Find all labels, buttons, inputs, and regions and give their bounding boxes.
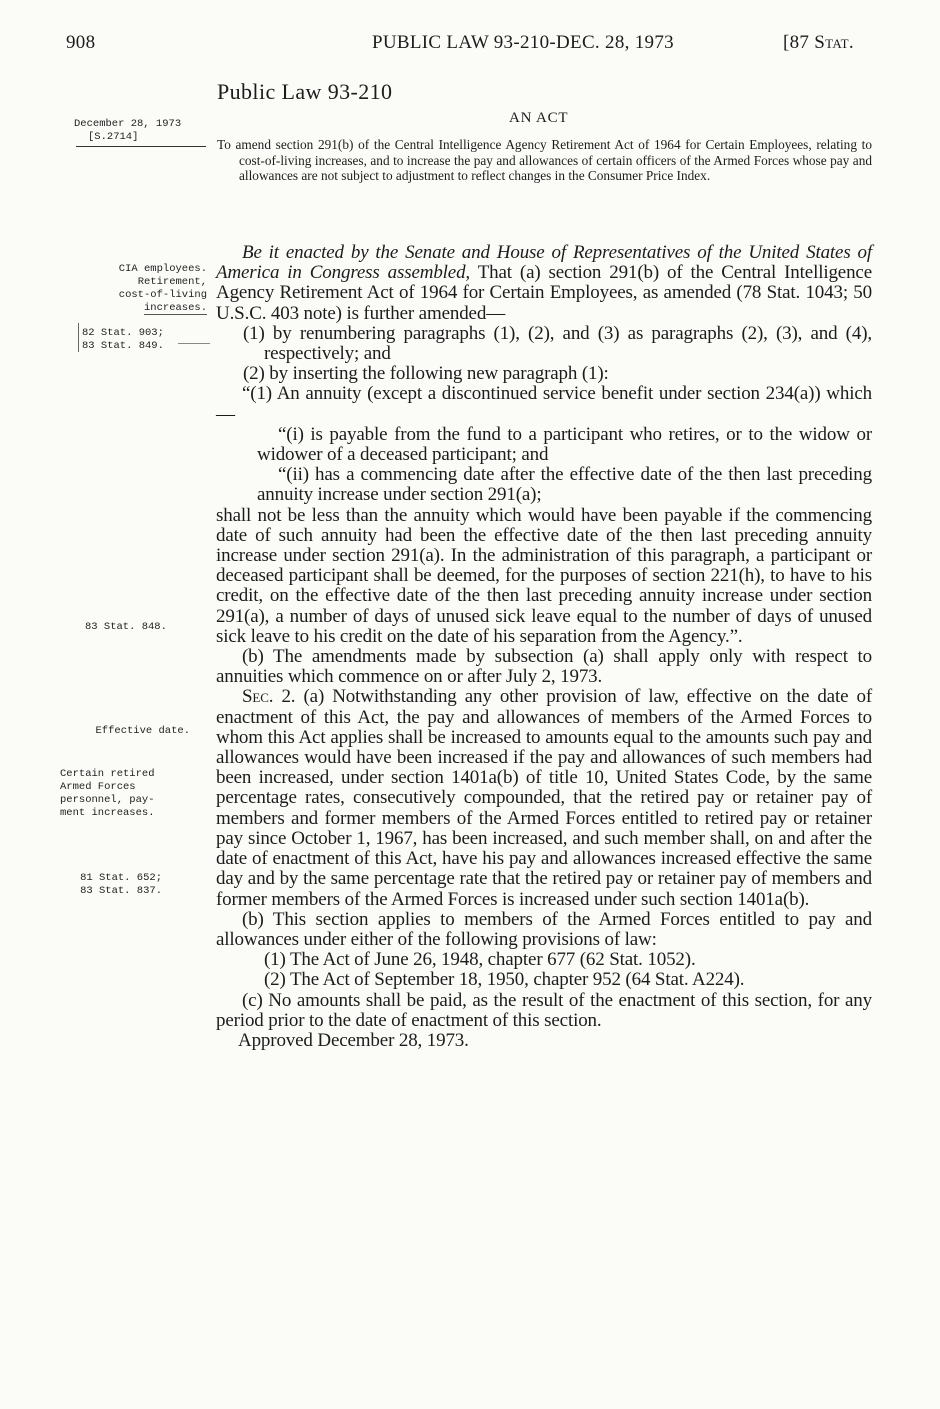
margin-note-stat-2: 83 Stat. 848. xyxy=(85,621,167,633)
volume-reference xyxy=(783,32,854,54)
running-head: PUBLIC LAW 93-210-DEC. 28, 1973 xyxy=(372,32,674,53)
section-2b-item-2: (2) The Act of September 18, 1950, chapter 952 (64 Stat. A224). xyxy=(264,969,745,991)
section-2b: (b) This section applies to members of the Armed Forces entitled to pay and allowances under either of the following provisions of law: xyxy=(216,908,872,950)
section-1a-text: That (a) section 291(b) of the Central Intelligence Agency Retirement Act of 1964 for Certain Employees, as amended (78 Stat. 1043; 50 U.S.C. 403 note) is further amended— xyxy=(216,262,872,324)
quoted-paragraph-1: “(1) An annuity (except a discontinued service benefit under section 234(a)) which— xyxy=(216,383,872,425)
amendment-item-1: (1) by renumbering paragraphs (1), (2), and (3) as paragraphs (2), (3), and (4), respectively; and xyxy=(243,322,872,365)
margin-bill-number: [S.2714] xyxy=(88,131,139,143)
margin-note-stat-3 xyxy=(60,872,162,898)
act-body xyxy=(216,243,872,1051)
act-heading: AN ACT xyxy=(509,110,569,126)
quoted-clause-ii: “(ii) has a commencing date after the effective date of the then last preceding annuity increase under section 291(a); xyxy=(257,464,872,506)
law-title: Public Law 93-210 xyxy=(217,79,393,104)
margin-stat-rule xyxy=(178,343,210,344)
margin-stat1-line2: 83 Stat. 849. xyxy=(82,340,164,352)
margin-cia-line2: Retirement, xyxy=(137,276,207,288)
amendment-item-2: (2) by inserting the following new paragraph (1): xyxy=(243,363,609,385)
page-number: 908 xyxy=(66,32,96,53)
enacting-paragraph xyxy=(216,243,872,324)
margin-stat3-line2: 83 Stat. 837. xyxy=(80,885,162,897)
section-2c: (c) No amounts shall be paid, as the result of the enactment of this section, for any period prior to the date of enactment of this section. xyxy=(216,989,872,1031)
margin-note-armed-forces xyxy=(60,768,192,820)
margin-armed-line1: Certain retired xyxy=(60,768,155,780)
margin-armed-line2: Armed Forces xyxy=(60,781,136,793)
section-2-label: Sec. xyxy=(242,686,274,708)
section-2b-item-1: (1) The Act of June 26, 1948, chapter 677 (62 Stat. 1052). xyxy=(264,949,696,971)
margin-note-stat-1 xyxy=(82,327,164,353)
margin-armed-line3: personnel, pay- xyxy=(60,794,155,806)
margin-stat1-line1: 82 Stat. 903; xyxy=(82,327,164,339)
quoted-continuation: shall not be less than the annuity which would have been payable if the commencing date of such annuity had been the effective date of the then last preceding annuity increase under section 291(a). In the administration of this paragraph, a participant or deceased participant shall be deemed, for the purposes of section 221(h), to have to his credit, on the effective date of the then last preceding annuity increase under section 291(a), a number of days of unused sick leave equal to the number of days of unused sick leave to his credit on the date of his separation from the Agency.”. xyxy=(216,504,872,647)
margin-note-effective-date: Effective date. xyxy=(95,725,190,737)
volume-reference-prefix: [87 xyxy=(783,32,815,53)
enacting-clause: Be it enacted by the Senate and House of Representatives of the United States of America in Congress assembled, xyxy=(216,242,872,284)
volume-reference-stat: Stat. xyxy=(814,32,854,53)
section-1b: (b) The amendments made by subsection (a) shall apply only with respect to annuities which commence on or after July 2, 1973. xyxy=(216,646,872,688)
act-purpose: To amend section 291(b) of the Central Intelligence Agency Retirement Act of 1964 for Certain Employees, relating to cost-of-living increases, and to increase the pay and allowances of certain officers of the Armed Forces whose pay and allowances are not subject to adjustment to reflect changes in the Consumer Price Index. xyxy=(217,137,872,184)
margin-stat3-line1: 81 Stat. 652; xyxy=(80,872,162,884)
section-2a xyxy=(216,687,872,909)
quoted-clause-i: “(i) is payable from the fund to a participant who retires, or to the widow or widower of a deceased participant; and xyxy=(257,423,872,466)
margin-date-rule xyxy=(76,146,206,147)
section-2a-text: 2. (a) Notwithstanding any other provision of law, effective on the date of enactment of this Act, the pay and allowances of members of the Armed Forces to whom this Act applies shall be increased to amounts equal to the amounts such pay and allowances would have been increased if the pay and allowances of such members had been increased, under section 1401a(b) of title 10, United States Code, by the same percentage rates, consecutively compounded, that the retired pay or retainer pay of members and former members of the Armed Forces entitled to retired pay or retainer pay since October 1, 1967, has been increased, and such member shall, on and after the date of enactment of this Act, have his pay and allowances increased effective the same day and by the same percentage rate that the retired pay or retainer pay of members and former members of the Armed Forces is increased under such section 1401a(b). xyxy=(216,686,872,910)
approval-date: Approved December 28, 1973. xyxy=(238,1029,469,1051)
margin-cia-line1: CIA employees. xyxy=(118,263,207,275)
margin-stat-bracket xyxy=(78,323,79,352)
margin-note-cia xyxy=(55,263,207,315)
margin-cia-line3: cost-of-living xyxy=(118,289,207,301)
margin-note-date xyxy=(74,118,181,144)
margin-armed-line4: ment increases. xyxy=(60,807,155,819)
margin-cia-line4: increases. xyxy=(143,302,207,314)
margin-date: December 28, 1973 xyxy=(74,118,182,130)
